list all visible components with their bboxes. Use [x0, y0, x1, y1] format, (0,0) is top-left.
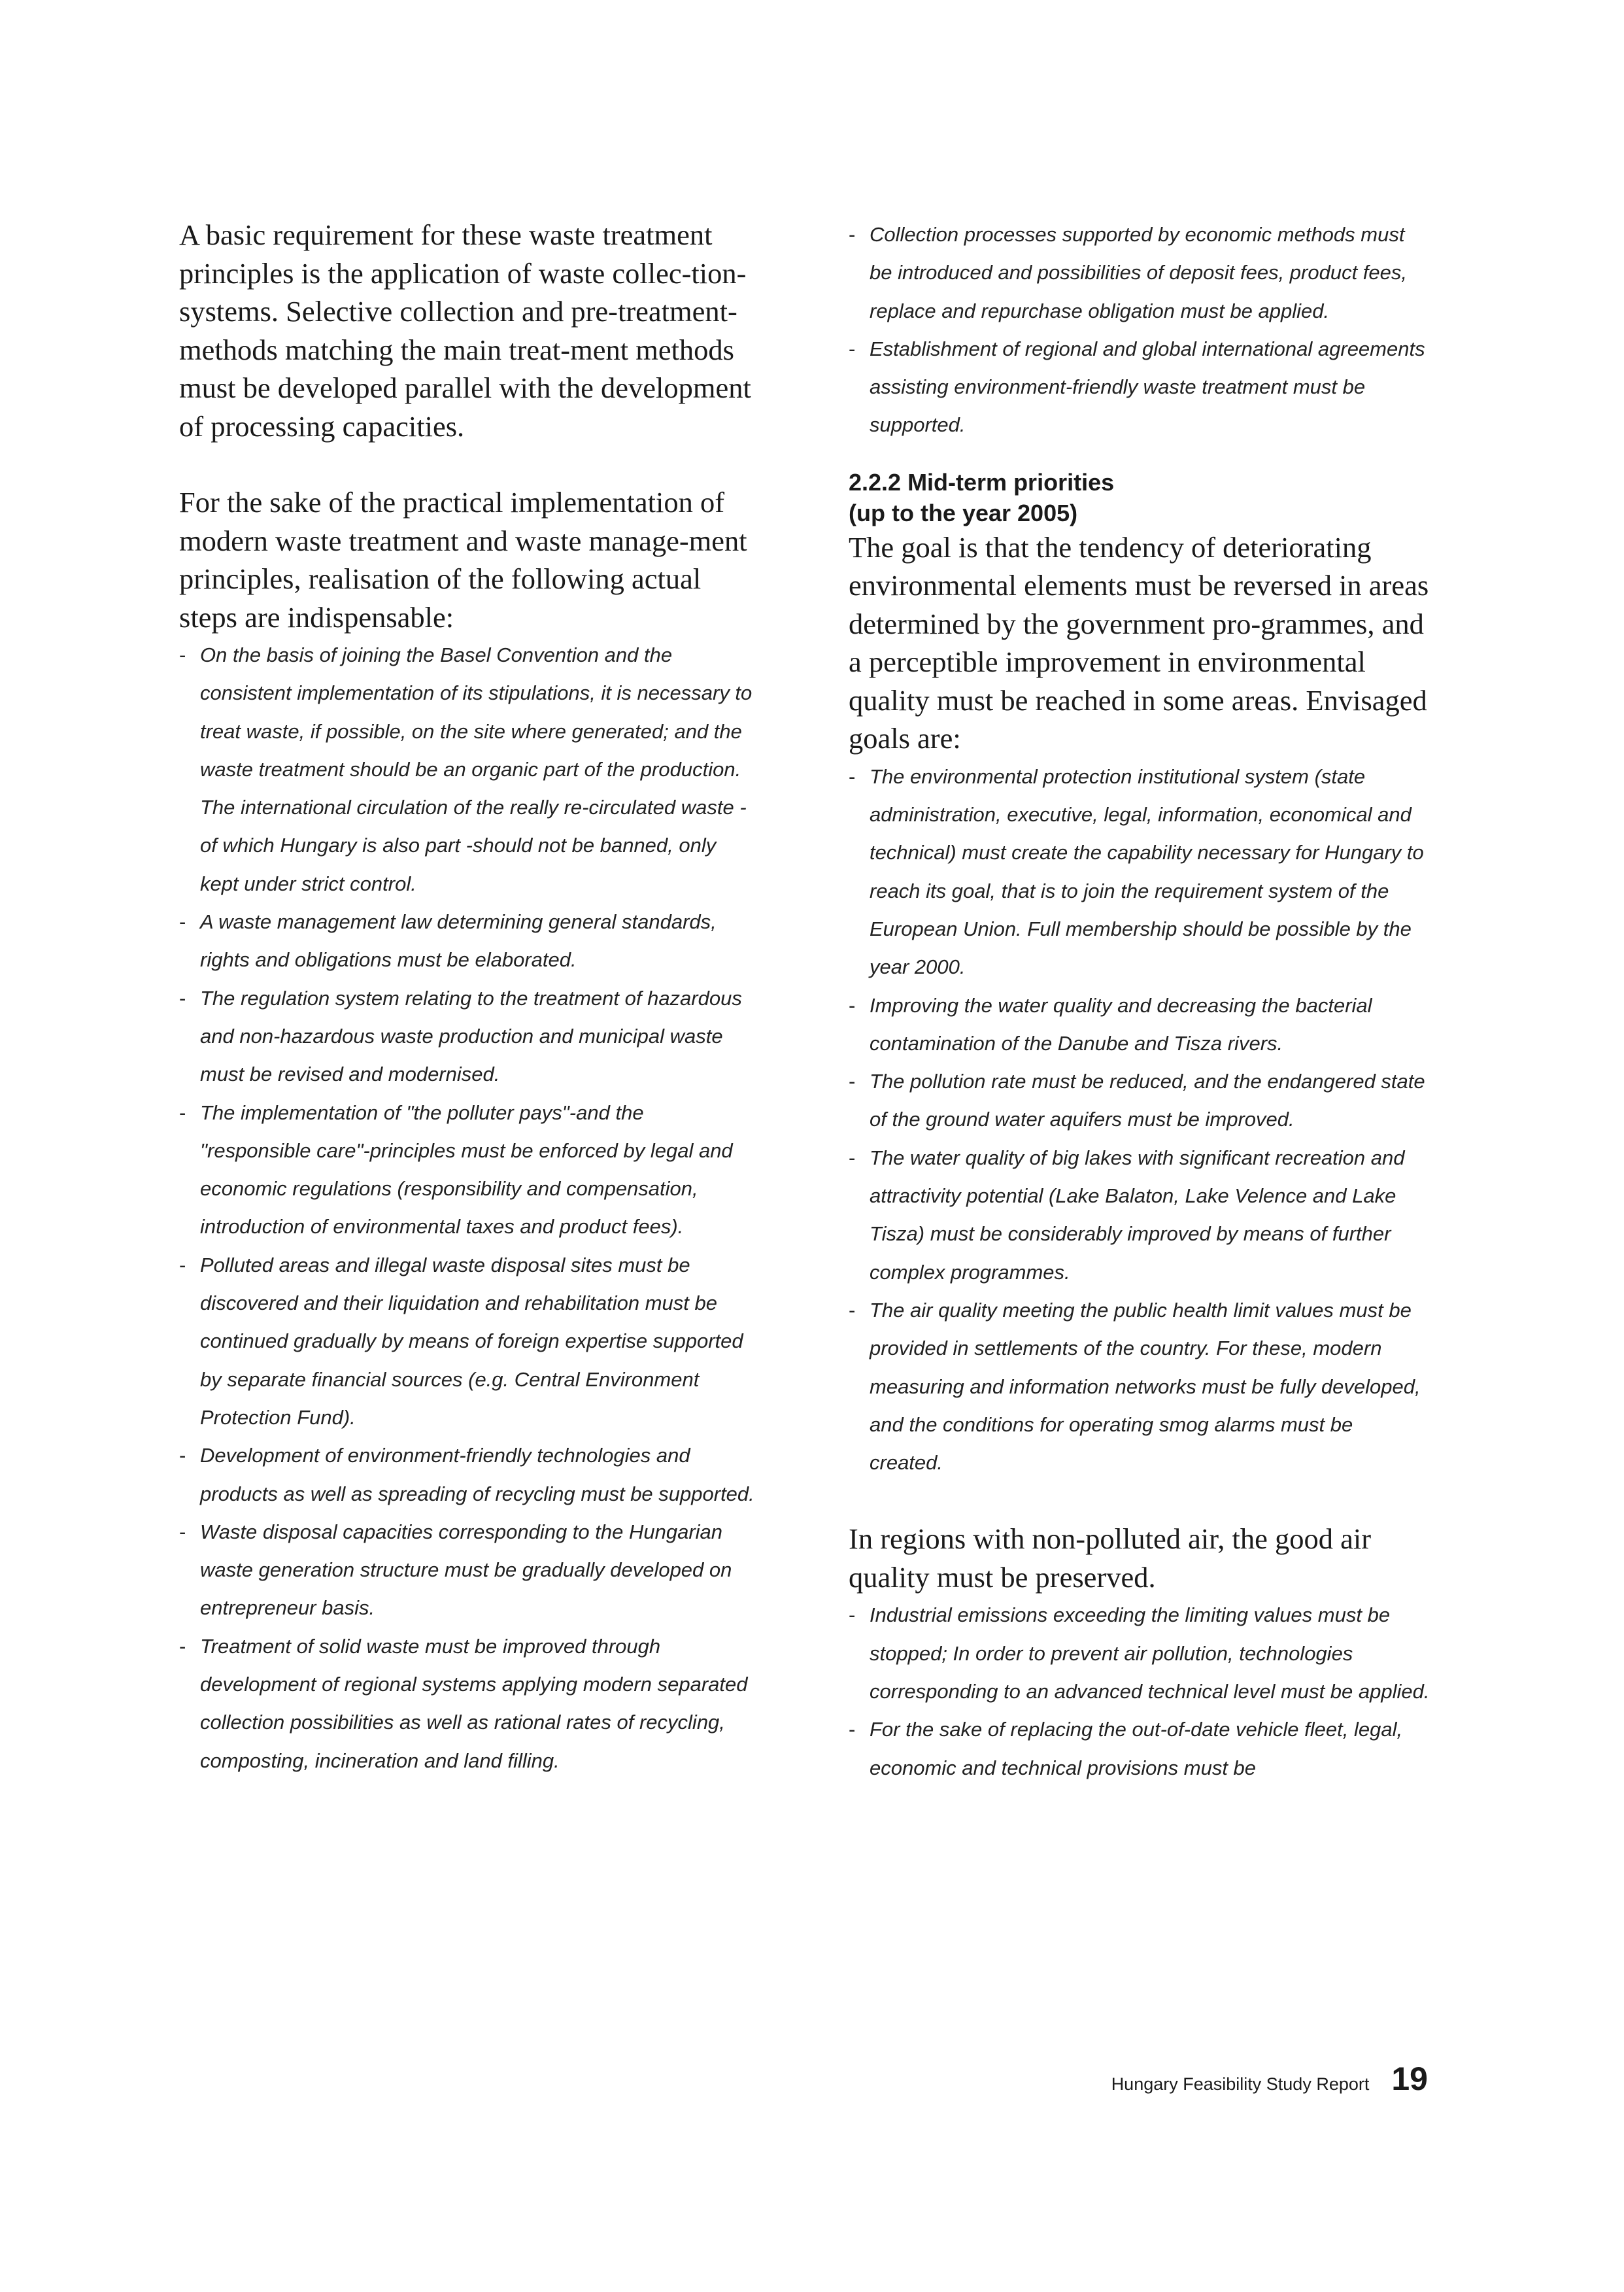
list-item: - Establishment of regional and global international agreements assisting environment-friendly waste treatment must be supported.	[849, 330, 1430, 445]
steps-list	[179, 636, 761, 1780]
section-heading	[849, 467, 1430, 528]
list-item: - The water quality of big lakes with significant recreation and attractivity potential (Lake Balaton, Lake Velence and Lake Tisza) must be considerably improved by means of further complex programmes.	[849, 1139, 1430, 1291]
list-item: - Improving the water quality and decreasing the bacterial contamination of the Danube and Tisza rivers.	[849, 987, 1430, 1063]
list-item: - Industrial emissions exceeding the limiting values must be stopped; In order to prevent air pollution, technologies corresponding to an advanced technical level must be applied.	[849, 1596, 1430, 1711]
list-item: - Polluted areas and illegal waste disposal sites must be discovered and their liquidation and rehabilitation must be continued gradually by means of foreign expertise supported by separate financial sources (e.g. Central Environment Protection Fund).	[179, 1246, 754, 1437]
list-item: - Development of environment-friendly technologies and products as well as spreading of recycling must be supported.	[179, 1437, 754, 1513]
list-item: - The environmental protection institutional system (state administration, executive, legal, information, economical and technical) must create the capability necessary for Hungary to reach its goal, that is to join the requirement system of the European Union. Full membership should be possible by the year 2000.	[849, 758, 1430, 987]
spacer	[849, 1482, 1430, 1520]
list-item: - Treatment of solid waste must be improved through development of regional systems applying modern separated collection possibilities as well as rational rates of recycling, composting, incineration and land filling.	[179, 1628, 754, 1780]
goals-list	[849, 758, 1430, 1482]
list-item: - For the sake of replacing the out-of-date vehicle fleet, legal, economic and technical provisions must be	[849, 1711, 1430, 1787]
air-quality-paragraph: In regions with non-polluted air, the good air quality must be preserved.	[849, 1522, 1372, 1594]
goal-paragraph: The goal is that the tendency of deteriorating environmental elements must be reversed in areas determined by the government pro-grammes, and a perceptible improvement in environmental quality must be reached in some areas. Envisaged goals are:	[849, 530, 1429, 755]
intro-paragraph: A basic requirement for these waste treatment principles is the application of waste collec-tion-systems. Selective collection and pre-treatment-methods matching the main treat-ment methods must be developed parallel with the development of processing capacities.	[179, 218, 751, 443]
implementation-paragraph: For the sake of the practical implementation of modern waste treatment and waste manage-ment principles, realisation of the following actual steps are indispensable:	[179, 486, 747, 634]
section-heading-line-2: (up to the year 2005)	[849, 499, 1078, 526]
list-item: - Waste disposal capacities corresponding to the Hungarian waste generation structure must be gradually developed on entrepreneur basis.	[179, 1513, 754, 1628]
list-item: - On the basis of joining the Basel Convention and the consistent implementation of its stipulations, it is necessary to treat waste, if possible, on the site where generated; and the waste treatment should be an organic part of the production. The international circulation of the really re-circulated waste -of which Hungary is also part -should not be banned, only kept under strict control.	[179, 636, 754, 903]
section-heading-line-1: 2.2.2 Mid-term priorities	[849, 468, 1115, 496]
air-quality-list	[849, 1596, 1430, 1787]
list-item: - The regulation system relating to the treatment of hazardous and non-hazardous waste production and municipal waste must be revised and modernised.	[179, 980, 754, 1094]
left-column	[179, 216, 761, 1780]
page-footer	[1111, 2060, 1428, 2098]
spacer	[179, 445, 761, 483]
page-number: 19	[1391, 2061, 1428, 2097]
list-item: - The air quality meeting the public health limit values must be provided in settlements of the country. For these, modern measuring and information networks must be fully developed, and the conditions for operating smog alarms must be created.	[849, 1291, 1430, 1482]
right-column	[849, 216, 1430, 1787]
list-item: - The pollution rate must be reduced, and the endangered state of the ground water aquifers must be improved.	[849, 1063, 1430, 1139]
list-item: - The implementation of "the polluter pays"-and the "responsible care"-principles must be enforced by legal and economic regulations (responsibility and compensation, introduction of environmental taxes and product fees).	[179, 1094, 754, 1246]
report-title: Hungary Feasibility Study Report	[1111, 2074, 1370, 2094]
spacer	[849, 445, 1430, 467]
list-item: - A waste management law determining general standards, rights and obligations must be elaborated.	[179, 903, 754, 980]
collection-list	[849, 216, 1430, 445]
list-item: - Collection processes supported by economic methods must be introduced and possibilities of deposit fees, product fees, replace and repurchase obligation must be applied.	[849, 216, 1430, 330]
